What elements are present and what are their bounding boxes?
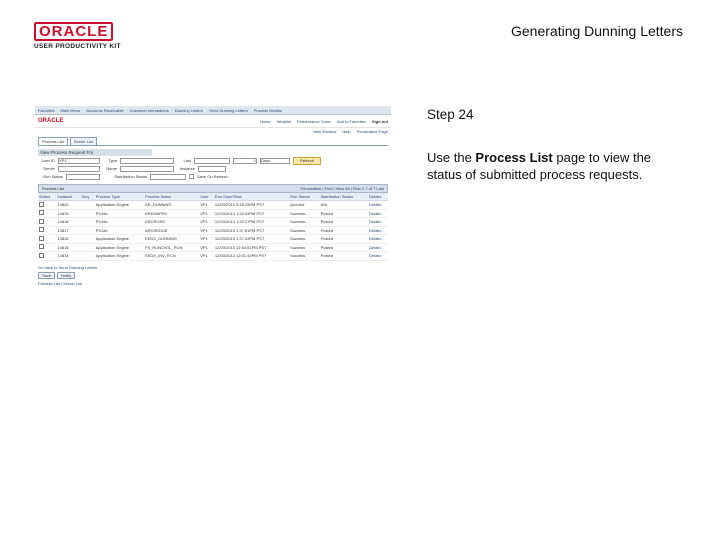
row-user-cell [199,201,214,210]
type-select[interactable] [120,158,174,164]
col-seq[interactable]: Seq. [80,193,94,201]
performance-trace-link[interactable]: Performance Trace [296,118,331,124]
row-select-checkbox[interactable] [39,210,44,215]
row-details-link-cell [368,226,388,235]
document-title: Generating Dunning Letters [511,23,683,39]
row-details-link[interactable]: Details [368,219,382,225]
days-select[interactable]: Days [260,158,290,164]
row-run-status-cell [289,209,320,218]
row-process-type-cell [95,226,144,235]
upk-logo-text: USER PRODUCTIVITY KIT [34,43,121,50]
add-favorites-link[interactable]: Add to Favorites [336,118,366,124]
row-user: VP1 [200,219,208,225]
user-id-label: User ID [41,158,55,163]
sign-out-link[interactable]: Sign out [372,118,388,124]
row-select-checkbox-cell [38,209,56,218]
name-input[interactable] [120,166,174,172]
topnav-item-main-menu[interactable]: Main Menu [60,107,81,113]
row-run-status: Success [290,227,306,233]
help-link[interactable]: Help [342,129,351,134]
row-run-status: Queued [290,202,305,208]
step-instruction [427,149,687,183]
row-process-name-cell [144,226,199,235]
col-user[interactable]: User [199,193,214,201]
topnav-item-ar[interactable]: Accounts Receivable [86,107,124,113]
row-distribution-status: Posted [320,236,334,242]
row-process-name: EEDS_INV_RCN [145,253,176,259]
row-run-status-cell [289,235,320,244]
row-distribution-status-cell [320,209,368,218]
row-seq-cell [80,226,94,235]
row-run-datetime-cell [214,252,289,261]
row-process-type: Application Engine [95,244,129,250]
row-instance: 14820 [57,202,69,208]
row-select-checkbox[interactable] [39,244,44,249]
grid-navigation[interactable]: Personalize | Find | View All | First 1-7 of 7 Last [300,186,384,191]
col-details: Details [368,193,388,201]
row-distribution-status: Posted [320,253,334,259]
row-process-type: PSJob [95,210,108,216]
row-process-name-cell [144,218,199,227]
row-process-type: Application Engine [95,236,129,242]
table-row [38,226,388,235]
topnav-item-send-dunning[interactable]: Send Dunning Letters [209,107,248,113]
last-label: Last [183,158,191,163]
tab-process-list[interactable]: Process List [38,137,68,145]
row-instance-cell [56,218,80,227]
row-run-status-cell [289,201,320,210]
row-details-link-cell [368,201,388,210]
row-select-checkbox-cell [38,252,56,261]
type-label: Type [108,158,117,163]
row-process-type: PSJob [95,219,108,225]
filter-row-1 [41,157,388,164]
row-run-status: Success [290,236,306,242]
row-process-name: EEDS_DUNNING [145,236,177,242]
worklist-link[interactable]: Worklist [276,118,291,124]
row-user-cell [199,226,214,235]
application-screenshot [35,106,391,300]
row-details-link-cell [368,209,388,218]
row-seq-cell [80,218,94,227]
distribution-status-select[interactable] [150,174,186,180]
row-details-link-cell [368,252,388,261]
row-user: VP1 [200,210,208,216]
row-process-type-cell [95,209,144,218]
process-list-table [38,193,388,261]
row-process-name: ARCROSS [145,219,165,225]
save-button[interactable]: Save [38,272,55,279]
row-process-name: FS_RUNCNTL_RCN [145,244,183,250]
row-user-cell [199,209,214,218]
col-instance[interactable]: Instance [56,193,80,201]
row-user: VP1 [200,236,208,242]
row-process-name-cell [144,201,199,210]
row-seq-cell [80,235,94,244]
run-status-label: Run Status [43,174,63,179]
oracle-logo-text: ORACLE [34,22,113,41]
row-process-type-cell [95,235,144,244]
row-process-type-cell [95,218,144,227]
row-user: VP1 [200,227,208,233]
distribution-status-label: Distribution Status [114,174,147,179]
row-user-cell [199,235,214,244]
row-details-link[interactable]: Details [368,253,382,259]
row-distribution-status: Posted [320,227,334,233]
row-run-datetime-cell [214,218,289,227]
process-list-grid-header [38,184,388,193]
row-run-datetime-cell [214,226,289,235]
row-instance-cell [56,252,80,261]
row-select-checkbox-cell [38,243,56,252]
col-select: Select [38,193,56,201]
instance-input[interactable] [198,166,226,172]
table-row [38,218,388,227]
run-status-select[interactable] [66,174,100,180]
row-instance-cell [56,209,80,218]
col-run-status[interactable]: Run Status [289,193,320,201]
step-label: Step 24 [427,107,474,122]
filter-row-2 [41,165,388,172]
row-process-type-cell [95,252,144,261]
row-distribution-status: Posted [320,210,334,216]
row-process-type: Application Engine [95,202,129,208]
last-count-input[interactable]: 1 [233,158,257,164]
row-run-status: Success [290,244,306,250]
server-select[interactable] [58,166,100,172]
row-seq-cell [80,209,94,218]
row-run-datetime: 12/03/2013 1:37:33PM PST [214,236,265,242]
row-run-status: Success [290,219,306,225]
row-instance: 14818 [57,219,69,225]
new-window-link[interactable]: New Window [313,129,337,134]
row-run-datetime: 12/03/2013 3:45:15PM PST [214,202,265,208]
header-links [260,119,391,124]
instruction-prefix: Use the [427,150,476,165]
row-run-datetime: 12/03/2013 1:52:43PM PST [214,210,265,216]
col-process-name[interactable]: Process Name [144,193,199,201]
server-label: Server [43,166,55,171]
row-run-status-cell [289,226,320,235]
row-run-status-cell [289,243,320,252]
row-instance-cell [56,201,80,210]
row-details-link-cell [368,218,388,227]
table-row [38,201,388,210]
row-instance-cell [56,243,80,252]
row-run-status-cell [289,252,320,261]
row-select-checkbox[interactable] [39,236,44,241]
page-links [35,128,391,135]
row-run-datetime-cell [214,201,289,210]
refresh-button[interactable]: Refresh [293,157,321,165]
row-process-name: ARCREDUE [145,227,168,233]
row-details-link[interactable]: Details [368,244,382,250]
notify-button[interactable]: Notify [57,272,75,279]
row-instance: 14816 [57,236,69,242]
row-run-status: Success [290,210,306,216]
row-run-datetime: 12/03/2013 1:52:27PM PST [214,219,265,225]
row-seq-cell [80,252,94,261]
col-run-datetime[interactable]: Run Date/Time [214,193,289,201]
row-instance: 14817 [57,227,69,233]
row-distribution-status: N/A [320,202,328,208]
row-run-status-cell [289,218,320,227]
row-user-cell [199,252,214,261]
row-user: VP1 [200,253,208,259]
row-process-type: PSJob [95,227,108,233]
bottom-tab-links[interactable]: Process List | Server List [38,280,83,286]
row-distribution-status-cell [320,218,368,227]
row-process-name-cell [144,252,199,261]
row-process-type-cell [95,243,144,252]
row-distribution-status-cell [320,201,368,210]
row-instance-cell [56,235,80,244]
page-tabs [35,137,391,145]
table-row [38,235,388,244]
col-process-type[interactable]: Process Type [95,193,144,201]
row-select-checkbox-cell [38,201,56,210]
row-run-datetime-cell [214,209,289,218]
row-select-checkbox[interactable] [39,253,44,258]
row-details-link[interactable]: Details [368,236,382,242]
row-run-datetime-cell [214,243,289,252]
row-details-link[interactable]: Details [368,227,382,233]
row-run-datetime-cell [214,235,289,244]
filter-panel-title: View Process Request For [38,149,152,156]
save-on-refresh-checkbox[interactable] [189,174,194,179]
topnav-item-customer-interactions[interactable]: Customer Interactions [129,107,169,113]
row-instance: 14815 [57,244,69,250]
row-seq-cell [80,243,94,252]
row-run-datetime: 12/03/2013 1:37:51PM PST [214,227,265,233]
row-process-name: AR_DUNNING [145,202,172,208]
app-brand-logo: ORACLE [38,118,64,124]
row-user-cell [199,243,214,252]
row-details-link[interactable]: Details [368,202,382,208]
tab-server-list[interactable]: Server List [70,137,97,145]
row-run-status: Success [290,253,306,259]
row-instance: 14814 [57,253,69,259]
row-details-link-cell [368,243,388,252]
topnav-item-favorites[interactable]: Favorites [38,107,55,113]
instruction-suffix: page to view the status of submitted process requests. [427,150,652,182]
row-process-type: Application Engine [95,253,129,259]
personalize-page-link[interactable]: Personalize Page [356,129,388,134]
row-process-name-cell [144,209,199,218]
row-select-checkbox[interactable] [39,202,44,207]
row-distribution-status-cell [320,243,368,252]
user-id-input[interactable]: VP1 [58,158,100,164]
last-select[interactable] [194,158,230,164]
table-row [38,252,388,261]
row-select-checkbox[interactable] [39,227,44,232]
home-link[interactable]: Home [260,118,271,124]
table-row [38,209,388,218]
instance-label: Instance [179,166,195,171]
brand-bar [35,115,391,128]
row-select-checkbox-cell [38,235,56,244]
row-run-datetime: 12/03/2013 12:53:51PM PST [214,244,267,250]
row-instance: 14819 [57,210,69,216]
row-distribution-status: Posted [320,219,334,225]
save-on-refresh-label: Save On Refresh [197,174,228,179]
row-instance-cell [56,226,80,235]
row-process-name-cell [144,243,199,252]
row-distribution-status: Posted [320,244,334,250]
row-distribution-status-cell [320,226,368,235]
row-details-link[interactable]: Details [368,210,382,216]
top-navigation-bar [35,106,391,115]
row-select-checkbox-cell [38,218,56,227]
grid-title: Process List [42,186,64,191]
row-user: VP1 [200,202,208,208]
table-row [38,243,388,252]
action-buttons [38,272,388,279]
filter-panel [38,145,388,180]
row-process-name-cell [144,235,199,244]
row-user-cell [199,218,214,227]
oracle-upk-logo [34,22,121,50]
row-seq-cell [80,201,94,210]
row-run-datetime: 12/03/2013 12:01:43PM PST [214,253,267,259]
table-header-row [38,193,388,201]
row-distribution-status-cell [320,235,368,244]
row-distribution-status-cell [320,252,368,261]
row-select-checkbox-cell [38,226,56,235]
row-details-link-cell [368,235,388,244]
row-user: VP1 [200,244,208,250]
topnav-item-dunning-letters[interactable]: Dunning Letters [174,107,203,113]
row-process-name: ARDUNPR1 [145,210,168,216]
col-distribution-status[interactable]: Distribution Status [320,193,368,201]
row-select-checkbox[interactable] [39,219,44,224]
topnav-item-process-monitor[interactable]: Process Monitor [253,107,283,113]
filter-row-3 [41,173,388,180]
name-label: Name [106,166,117,171]
go-back-link[interactable]: Go back to Send Dunning Letters [38,264,98,270]
row-process-type-cell [95,201,144,210]
instruction-emphasis: Process List [475,150,553,165]
